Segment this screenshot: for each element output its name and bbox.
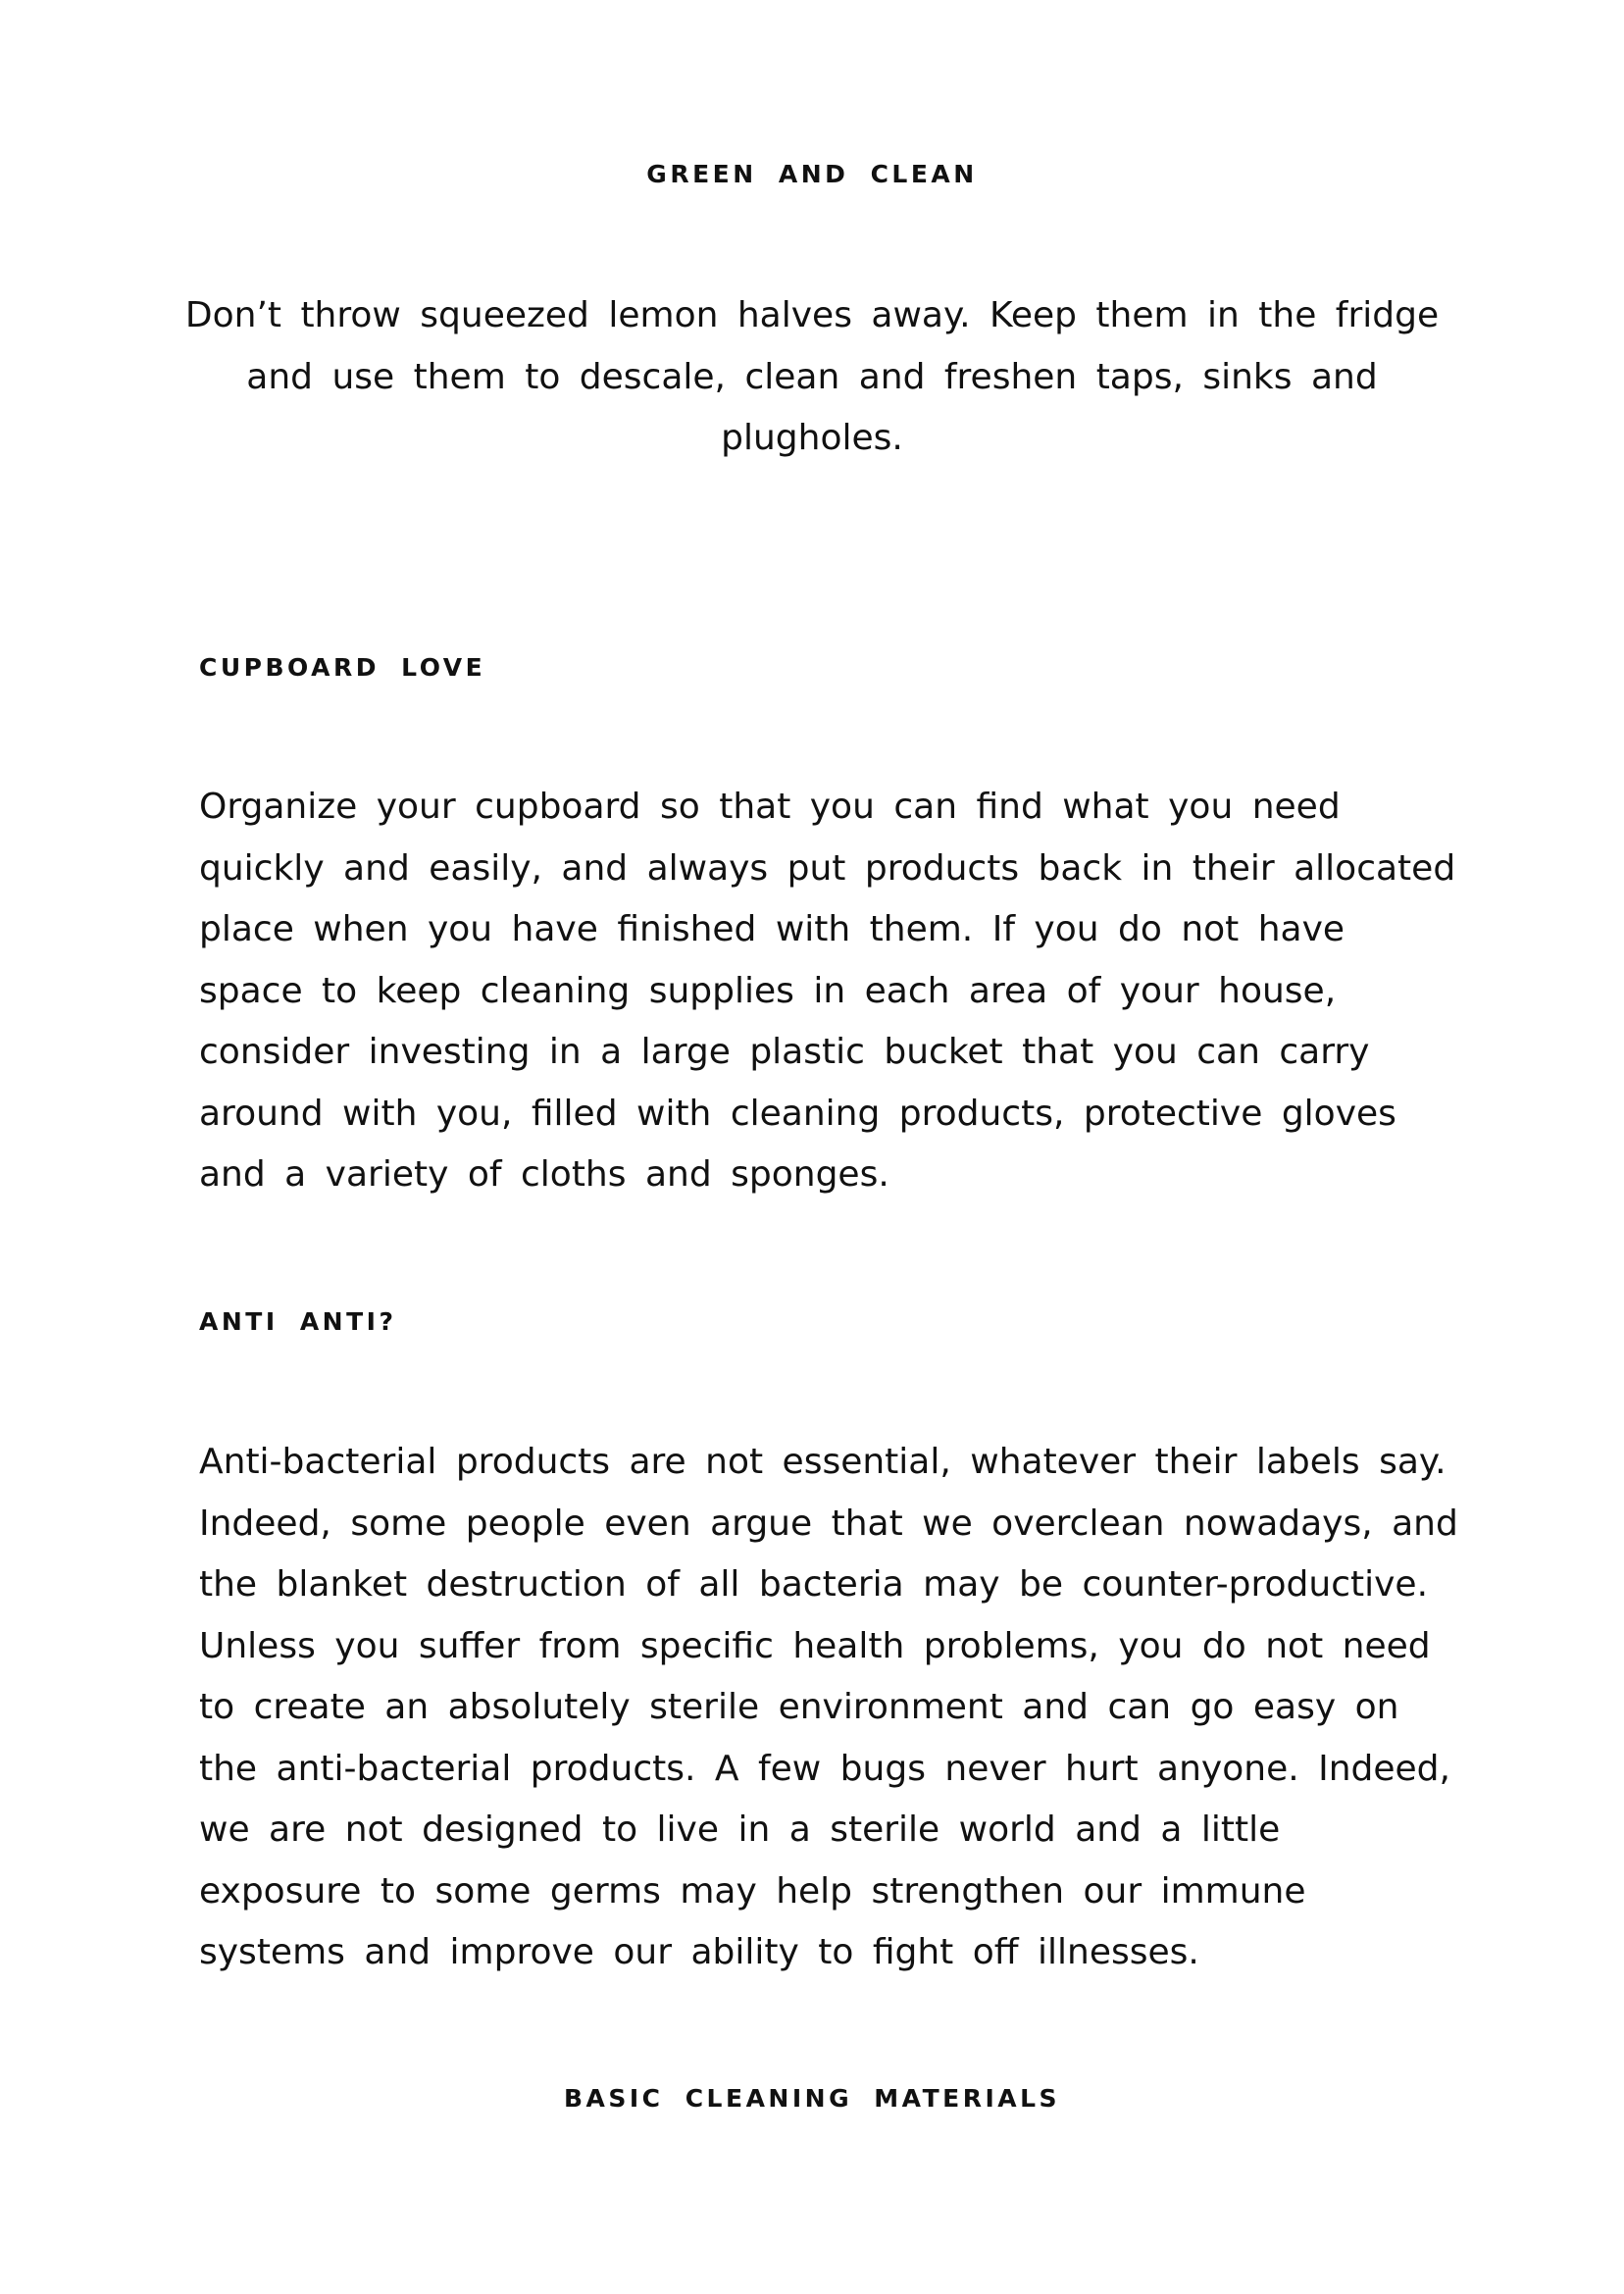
- body-line: the anti-bacterial products. A few bugs never hurt anyone. Indeed,: [199, 1748, 1450, 1789]
- body-line: Don’t throw squeezed lemon halves away. Keep them in the fridge: [184, 295, 1440, 335]
- section-body-green-and-clean: [0, 285, 1624, 470]
- body-line: Unless you suffer from specific health problems, you do not need: [199, 1625, 1431, 1666]
- body-line: place when you have finished with them. If you do not have: [199, 909, 1345, 949]
- section-heading-anti-anti: ANTI ANTI?: [199, 1307, 397, 1336]
- body-line: Organize your cupboard so that you can find what you need: [199, 787, 1341, 827]
- section-heading-basic-cleaning-materials: BASIC CLEANING MATERIALS: [563, 2084, 1061, 2113]
- body-line: and use them to descale, clean and freshen taps, sinks and: [246, 356, 1378, 397]
- body-line: quickly and easily, and always put products back in their allocated: [199, 847, 1456, 889]
- body-line: exposure to some germs may help strengthen our immune: [199, 1870, 1306, 1912]
- body-line: space to keep cleaning supplies in each area of your house,: [199, 970, 1337, 1011]
- section-body-cupboard-love: [199, 777, 1474, 1206]
- section-heading-green-and-clean: GREEN AND CLEAN: [646, 160, 978, 188]
- section-body-anti-anti: [199, 1432, 1474, 1984]
- body-line: the blanket destruction of all bacteria may be counter-productive.: [199, 1564, 1429, 1605]
- body-line: we are not designed to live in a sterile world and a little: [199, 1810, 1281, 1850]
- body-line: Indeed, some people even argue that we overclean nowadays, and: [199, 1503, 1458, 1544]
- body-line: and a variety of cloths and sponges.: [199, 1154, 889, 1195]
- body-line: to create an absolutely sterile environment and can go easy on: [199, 1687, 1399, 1727]
- body-line: Anti-bacterial products are not essential, whatever their labels say.: [199, 1442, 1446, 1482]
- body-line: systems and improve our ability to fight off illnesses.: [199, 1932, 1199, 1972]
- body-line: plugholes.: [721, 418, 903, 458]
- section-heading-cupboard-love: CUPBOARD LOVE: [199, 653, 486, 682]
- body-line: consider investing in a large plastic bucket that you can carry: [199, 1032, 1370, 1072]
- body-line: around with you, filled with cleaning products, protective gloves: [199, 1093, 1396, 1134]
